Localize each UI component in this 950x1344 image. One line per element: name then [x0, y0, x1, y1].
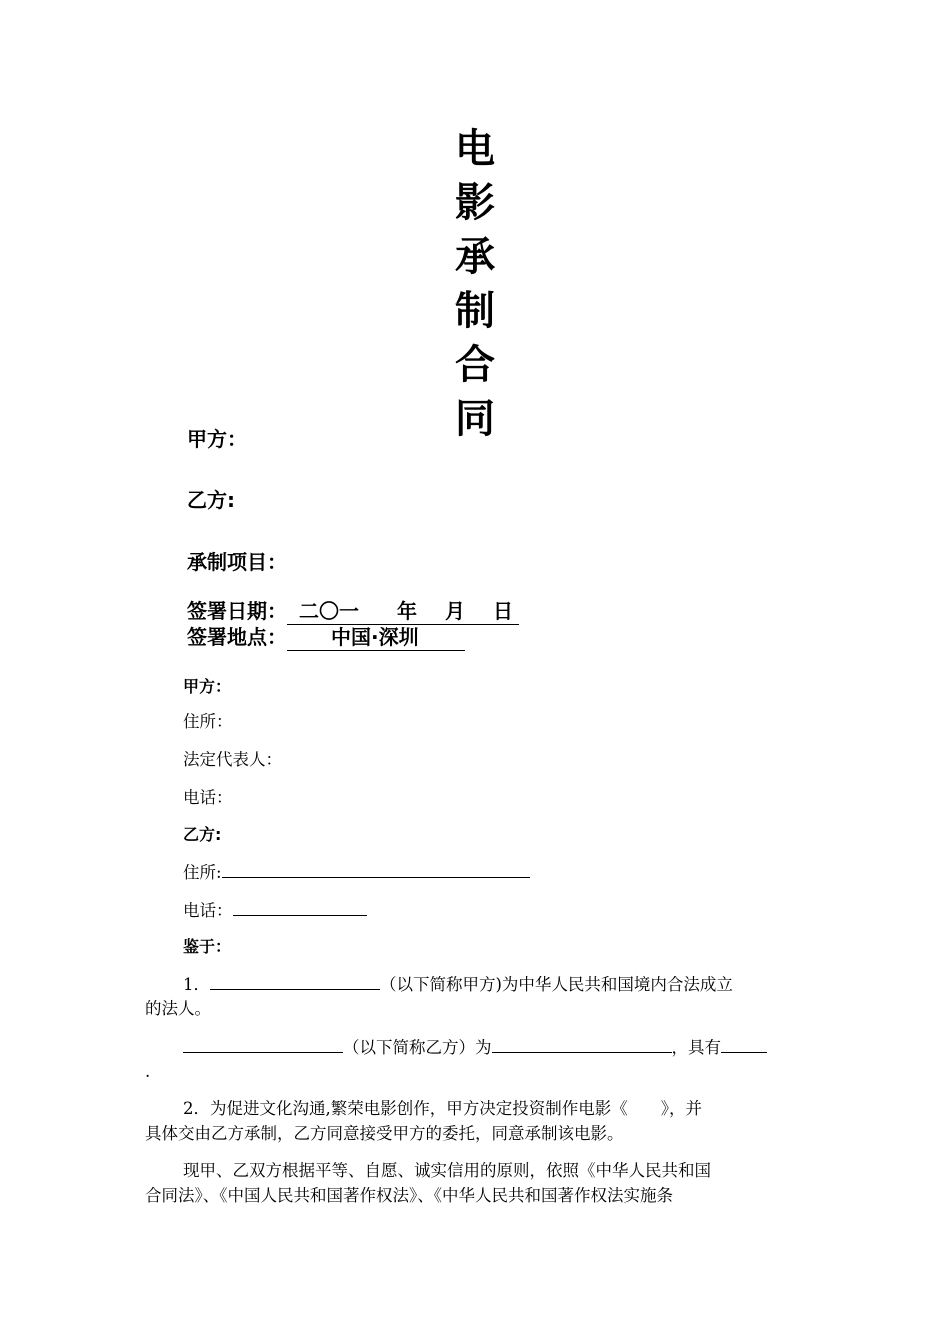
- title-char: 同: [455, 396, 495, 442]
- clause-1b-blank-3: [721, 1036, 767, 1053]
- party-b-label: 乙方:: [183, 825, 222, 844]
- party-a-address: 住所：: [183, 712, 233, 731]
- sign-date-year: 二〇一: [299, 599, 359, 623]
- clause-1b: [183, 1036, 767, 1059]
- clause-1: [183, 973, 733, 996]
- clause-1b-blank-2: [492, 1036, 672, 1053]
- party-a-phone: 电话：: [183, 788, 233, 807]
- party-b-phone-label: 电话：: [183, 901, 233, 920]
- clause-2-line-1: 2．为促进文化沟通,繁荣电影创作，甲方决定投资制作电影《 》，并: [183, 1099, 702, 1118]
- clause-1b-mid: （以下简称乙方）为: [343, 1038, 492, 1057]
- whereas-label: 鉴于：: [183, 937, 232, 956]
- sign-date-d: 日: [493, 599, 513, 623]
- clause-1-continued: 的法人。: [145, 999, 211, 1018]
- party-a-label: 甲方：: [183, 677, 232, 696]
- sign-place-label: 签署地点：: [187, 625, 287, 649]
- title-char: 承: [455, 234, 495, 280]
- clause-3-line-2: 合同法》、《中国人民共和国著作权法》、《中华人民共和国著作权法实施条: [145, 1186, 673, 1205]
- party-b-address-blank: [222, 861, 530, 878]
- contract-body: [145, 0, 805, 1344]
- title-char: 合: [455, 342, 495, 388]
- party-b-address: [183, 861, 530, 884]
- clause-1b-blank-1: [183, 1036, 343, 1053]
- cover-party-b: 乙方:: [187, 488, 235, 512]
- title-char: 制: [455, 288, 495, 334]
- title-char: 影: [455, 180, 495, 226]
- clause-1b-end: ，具有: [671, 1038, 721, 1057]
- clause-1b-dot: .: [145, 1062, 151, 1081]
- cover-party-a: 甲方：: [187, 427, 247, 451]
- sign-date-y: 年: [397, 599, 417, 623]
- clause-2-line-2: 具体交由乙方承制，乙方同意接受甲方的委托，同意承制该电影。: [145, 1124, 624, 1143]
- party-b-phone-blank: [233, 899, 367, 916]
- sign-date-label: 签署日期：: [187, 599, 287, 623]
- party-b-address-label: 住所:: [183, 863, 222, 882]
- party-a-representative: 法定代表人：: [183, 750, 282, 769]
- cover-project: 承制项目：: [187, 550, 287, 574]
- clause-3-line-1: 现甲、乙双方根据平等、自愿、诚实信用的原则，依照《中华人民共和国: [183, 1161, 711, 1180]
- title-char: 电: [455, 126, 495, 172]
- sign-place-value: 中国·深圳: [331, 625, 419, 649]
- clause-1-text: （以下简称甲方)为中华人民共和国境内合法成立: [380, 975, 733, 994]
- party-b-phone: [183, 899, 367, 922]
- clause-1-number: 1．: [183, 975, 210, 994]
- sign-date-m: 月: [445, 599, 465, 623]
- clause-1-blank: [210, 973, 380, 990]
